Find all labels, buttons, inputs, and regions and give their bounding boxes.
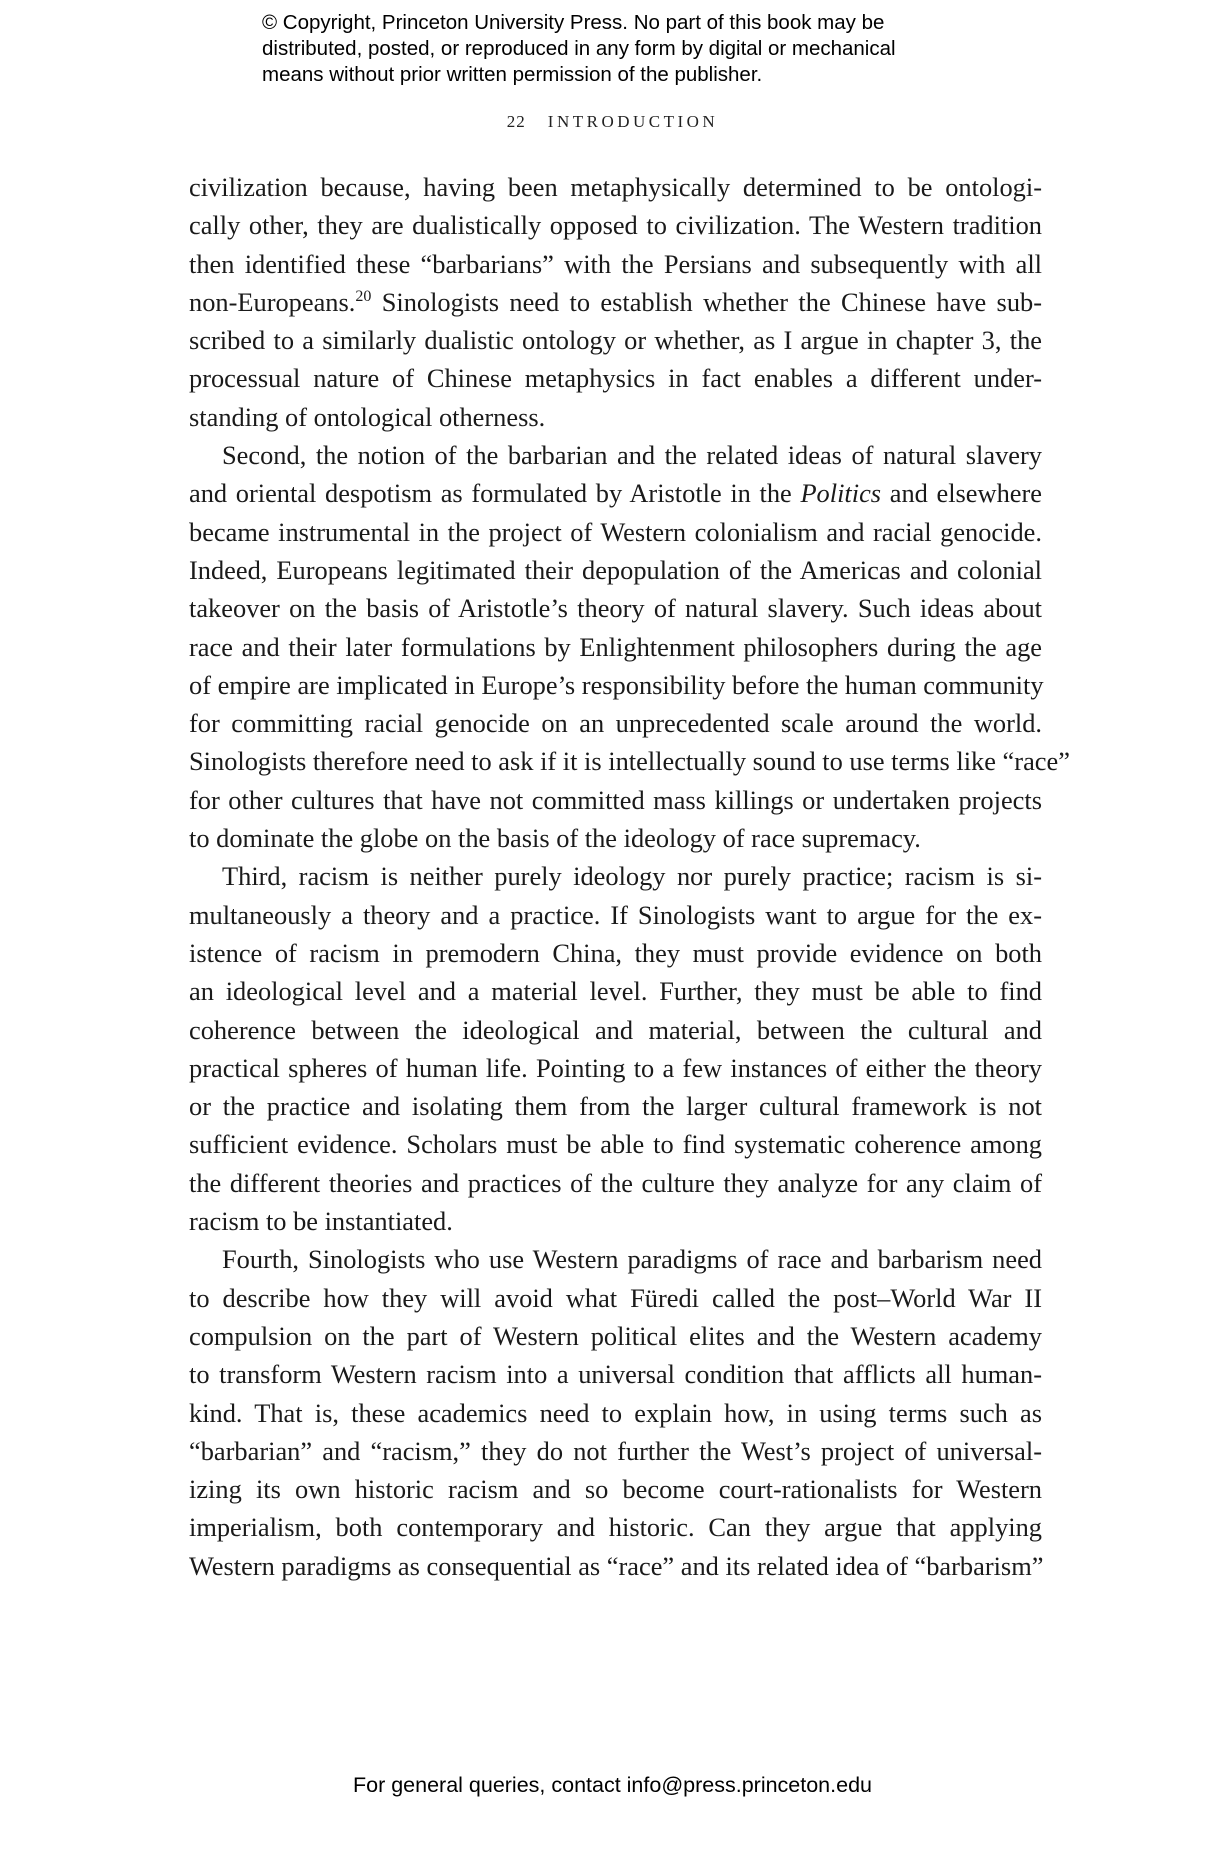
text-line: an ideological level and a material level. Further, they must be able to find	[189, 976, 1042, 1007]
text-line: of empire are implicated in Europe’s responsibility before the human community	[189, 669, 1044, 700]
text-line: to describe how they will avoid what Füredi called the post–World War II	[189, 1282, 1042, 1313]
text-line: civilization because, having been metaphysically determined to be ontologi-	[189, 172, 1042, 202]
text-line: compulsion on the part of Western political elites and the Western academy	[189, 1320, 1042, 1351]
text-line: Indeed, Europeans legitimated their depopulation of the Americas and colonial	[189, 554, 1042, 585]
text-fragment: non-Europeans.	[189, 286, 356, 317]
text-line: standing of ontological otherness.	[189, 401, 546, 432]
footnote-marker: 20	[355, 287, 372, 305]
text-line: coherence between the ideological and material, between the cultural and	[189, 1014, 1042, 1045]
text-line: Second, the notion of the barbarian and the related ideas of natural slavery	[222, 440, 1042, 471]
section-title: INTRODUCTION	[547, 112, 719, 131]
text-line: scribed to a similarly dualistic ontology or whether, as I argue in chapter 3, the	[189, 325, 1042, 356]
copyright-line: © Copyright, Princeton University Press. No part of this book may be	[262, 11, 885, 34]
text-line: or the practice and isolating them from the larger cultural framework is not	[189, 1091, 1042, 1122]
copyright-notice	[262, 10, 962, 88]
text-fragment: and oriental despotism as formulated by Aristotle in the	[189, 478, 801, 509]
text-line: cally other, they are dualistically opposed to civilization. The Western tradition	[189, 210, 1042, 241]
text-line: for other cultures that have not committed mass killings or undertaken projects	[189, 784, 1042, 815]
copyright-line: means without prior written permission of the publisher.	[262, 63, 763, 86]
body-text	[189, 168, 1070, 1585]
text-line: istence of racism in premodern China, they must provide evidence on both	[189, 937, 1042, 968]
text-line: became instrumental in the project of Western colonialism and racial genocide.	[189, 516, 1042, 547]
text-line: Western paradigms as consequential as “race” and its related idea of “barbarism”	[189, 1550, 1044, 1581]
text-line: processual nature of Chinese metaphysics in fact enables a different under-	[189, 363, 1042, 394]
text-line: kind. That is, these academics need to explain how, in using terms such as	[189, 1397, 1042, 1428]
text-line: multaneously a theory and a practice. If Sinologists want to argue for the ex-	[189, 899, 1042, 930]
text-line: for committing racial genocide on an unprecedented scale around the world.	[189, 708, 1042, 739]
text-line: race and their later formulations by Enlightenment philosophers during the age	[189, 631, 1042, 662]
text-line: “barbarian” and “racism,” they do not further the West’s project of universal-	[189, 1435, 1042, 1466]
text-fragment: and elsewhere	[881, 478, 1042, 509]
text-line: takeover on the basis of Aristotle’s theory of natural slavery. Such ideas about	[189, 593, 1042, 624]
running-head	[0, 112, 1225, 132]
text-line: to dominate the globe on the basis of the ideology of race supremacy.	[189, 823, 921, 854]
copyright-line: distributed, posted, or reproduced in any form by digital or mechanical	[262, 37, 896, 60]
text-line: imperialism, both contemporary and historic. Can they argue that applying	[189, 1512, 1042, 1543]
text-fragment: Sinologists need to establish whether the Chinese have sub-	[371, 286, 1042, 317]
text-line: the different theories and practices of the culture they analyze for any claim of	[189, 1167, 1042, 1198]
text-line: racism to be instantiated.	[189, 1206, 453, 1237]
text-line: practical spheres of human life. Pointing to a few instances of either the theory	[189, 1052, 1042, 1083]
text-line: Sinologists therefore need to ask if it is intellectually sound to use terms like “race”	[189, 746, 1070, 777]
text-line: Fourth, Sinologists who use Western paradigms of race and barbarism need	[222, 1244, 1042, 1275]
footer-contact: For general queries, contact info@press.princeton.edu	[352, 1773, 872, 1797]
text-line: to transform Western racism into a universal condition that afflicts all human-	[189, 1359, 1042, 1390]
page-number: 22	[506, 112, 526, 131]
text-line	[189, 474, 1042, 512]
text-line: then identified these “barbarians” with the Persians and subsequently with all	[189, 248, 1042, 279]
text-line	[189, 283, 1042, 321]
book-title: Politics	[800, 478, 882, 509]
text-line: Third, racism is neither purely ideology nor purely practice; racism is si-	[222, 861, 1042, 892]
text-line: izing its own historic racism and so become court-rationalists for Western	[189, 1474, 1042, 1505]
text-line: sufficient evidence. Scholars must be able to find systematic coherence among	[189, 1129, 1042, 1160]
